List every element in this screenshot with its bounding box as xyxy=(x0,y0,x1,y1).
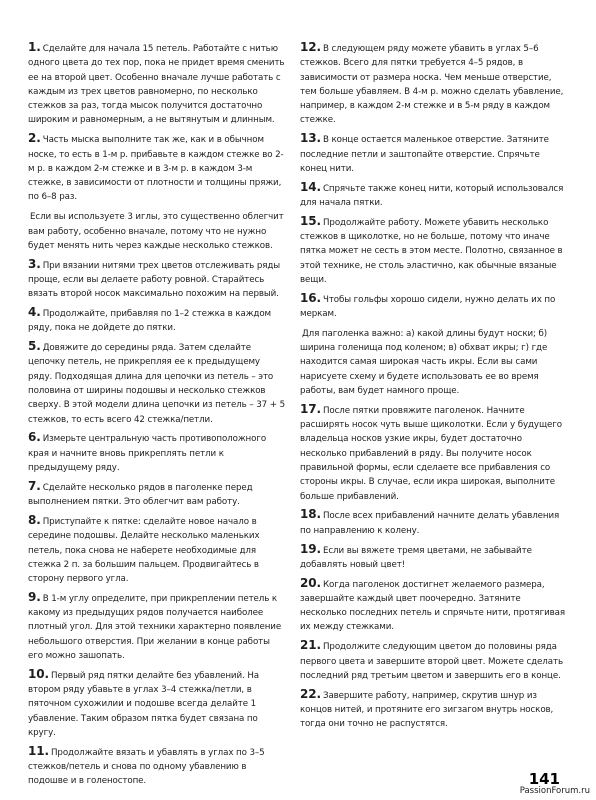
instruction-step xyxy=(300,180,566,211)
step-text: Часть мыска выполните так же, как и в обычном носке, то есть в 1-м р. прибавьте в каждом стежке во 2-м р. в каждом 2-м стежке и в 3-м р. в каждом 3-м стежке, в зависимости от плотности и толщины пряжи, по 6–8 раз. xyxy=(28,135,284,203)
step-text: После всех прибавлений начните делать убавления по направлению к колену. xyxy=(300,511,560,536)
step-number: 13. xyxy=(300,131,321,146)
instruction-step xyxy=(300,131,566,176)
step-number: 5. xyxy=(28,339,41,354)
step-text: Довяжите до середины ряда. Затем сделайте цепочку петель, не прикрепляя ее к предыдущему ряду. Подходящая длина для цепочки из петель – это половина от ширины подошвы и несколько стежков сверху. В этой модели длина цепочки из петель – 37 + 5 стежков, то есть всего 42 стежка/петли. xyxy=(28,343,286,425)
step-number: 10. xyxy=(28,666,49,681)
instruction-step xyxy=(28,208,286,253)
instruction-step xyxy=(300,325,566,398)
instruction-step xyxy=(300,291,566,322)
instruction-step xyxy=(28,40,286,128)
step-text: Приступайте к пятке: сделайте новое начало в середине подошвы. Делайте несколько маленьких петель, пока снова не наберете необходимые для стежка 2 п. за большим пальцем. Продвигайтесь в сторону первого угла. xyxy=(28,516,260,585)
instruction-step xyxy=(28,590,286,663)
instruction-step xyxy=(28,305,286,336)
step-text: Продолжайте, прибавляя по 1–2 стежка в каждом ряду, пока не дойдете до пятки. xyxy=(28,309,272,334)
step-number: 6. xyxy=(28,430,41,445)
left-column xyxy=(28,40,286,792)
instruction-step xyxy=(300,402,566,504)
step-number: 15. xyxy=(300,213,321,228)
step-number: 17. xyxy=(300,401,321,416)
instruction-step xyxy=(300,638,566,683)
step-text: Спрячьте также конец нити, который использовался для начала пятки. xyxy=(300,183,564,208)
step-number: 12. xyxy=(300,40,321,54)
step-text: В конце остается маленькое отверстие. Затяните последние петли и заштопайте отверстие. Спрячьте конец нити. xyxy=(300,135,549,174)
step-number: 2. xyxy=(28,131,41,146)
step-number: 16. xyxy=(300,290,321,305)
instruction-step xyxy=(28,430,286,475)
step-number: 3. xyxy=(28,256,41,271)
step-number: 21. xyxy=(300,638,321,653)
step-text: Когда паголенок достигнет желаемого размера, завершайте каждый цвет поочередно. Затяните несколько последних петель и спрячьте нити, протягивая их между стежками. xyxy=(300,579,565,633)
right-column xyxy=(300,40,566,735)
instruction-step xyxy=(28,479,286,510)
step-text: Если вы вяжете тремя цветами, не забывайте добавлять новый цвет! xyxy=(300,545,532,570)
step-text: Продолжайте работу. Можете убавить несколько стежков в щиколотке, но не больше, потому что иначе пятка может не сесть в этом месте. Полотно, связанное в этой технике, не столь эластично, как обычные вязаные вещи. xyxy=(300,217,563,285)
step-text: В 1-м углу определите, при прикреплении петель к какому из предыдущих рядов получается наиболее плотный угол. Для этой техники характерно появление небольшого отверстия. При желании в конце работы его можно зашопать. xyxy=(28,593,282,662)
step-number: 22. xyxy=(300,686,321,701)
instruction-step xyxy=(28,131,286,204)
instruction-step xyxy=(28,667,286,740)
step-text: Чтобы гольфы хорошо сидели, нужно делать их по меркам. xyxy=(300,294,556,320)
step-number: 20. xyxy=(300,575,321,590)
watermark: PassionForum.ru xyxy=(519,786,590,796)
step-text: После пятки провяжите паголенок. Начните расширять носок чуть выше щиколотки. Если у будущего владельца носков узкие икры, будет достаточно несколько прибавлений в ряду. Вы получите носок правильной формы, если сделаете все прибавления со стороны икры. В случае, если икра широкая, выполните больше прибавлений. xyxy=(300,405,562,502)
step-text: Измерьте центральную часть противоположного края и начните вновь прикреплять петли к предыдущему ряду. xyxy=(28,434,267,474)
instruction-step xyxy=(300,40,566,128)
step-text: Сделайте для начала 15 петель. Работайте с нитью одного цвета до тех пор, пока не придет время сменить ее на второй цвет. Особенно вначале лучше работать с каждым из трех цветов равномерно, по несколько стежков за раз, тогда мысок получится достаточно широким и равномерным, а не вытянутым и длинным. xyxy=(28,44,285,126)
step-text: Для паголенка важно: а) какой длины будут носки; б) ширина голенища под коленом; в) обхват икры; г) где находится самая широкая часть икры. Если вы сами нарисуете схему и будете использовать ее во время работы, вам будет намного проще. xyxy=(300,328,548,397)
step-text: Продолжайте вязать и убавлять в углах по 3–5 стежков/петель и снова по одному убавлению в подошве и в голеностопе. xyxy=(28,747,265,787)
instruction-step xyxy=(300,214,566,287)
instruction-step xyxy=(300,507,566,538)
step-text: Сделайте несколько рядов в паголенке перед выполнением пятки. Это облегчит вам работу. xyxy=(28,482,253,508)
instruction-step xyxy=(28,513,286,586)
instruction-step xyxy=(300,542,566,573)
step-text: Завершите работу, например, скрутив шнур из концов нитей, и протяните его зигзагом внутрь носков, тогда они точно не распустятся. xyxy=(300,690,554,730)
step-text: При вязании нитями трех цветов отслеживать ряды проще, если вы делаете работу ровной. Старайтесь вязать второй носок максимально похожим на первый. xyxy=(28,260,281,300)
step-number: 9. xyxy=(28,589,41,604)
instruction-step xyxy=(300,576,566,635)
instruction-step xyxy=(28,339,286,427)
step-number: 7. xyxy=(28,478,41,493)
step-text: Первый ряд пятки делайте без убавлений. На втором ряду убавьте в углах 3–4 стежка/петли, в пяточном сухожилии и подошве всегда делайте 1 убавление. Таким образом пятка будет связана по кругу. xyxy=(28,670,259,739)
page-number: 141 xyxy=(528,770,560,788)
step-text: В следующем ряду можете убавить в углах 5–6 стежков. Всего для пятки требуется 4–5 рядов, в зависимости от размера носка. Чем меньше отверстие, тем больше убавляем. В 4-м р. можно сделать убавление, например, в каждом 2-м стежке и в 5-м ряду в каждом стежке. xyxy=(300,44,564,126)
step-number: 8. xyxy=(28,512,41,527)
instruction-step xyxy=(28,257,286,302)
step-number: 4. xyxy=(28,305,41,320)
step-text: Если вы используете 3 иглы, это существенно облегчит вам работу, особенно вначале, потому что не нужно будет менять нить через каждые несколько стежков. xyxy=(28,212,284,251)
step-number: 11. xyxy=(28,743,49,758)
step-number: 14. xyxy=(300,179,321,194)
instruction-step xyxy=(300,687,566,732)
step-text: Продолжите следующим цветом до половины ряда первого цвета и завершите второй цвет. Можете сделать последний ряд третьим цветом и завершить его в конце. xyxy=(300,642,563,681)
step-number: 18. xyxy=(300,507,321,522)
step-number: 19. xyxy=(300,541,321,556)
step-number: 1. xyxy=(28,40,41,54)
instruction-step xyxy=(28,744,286,789)
